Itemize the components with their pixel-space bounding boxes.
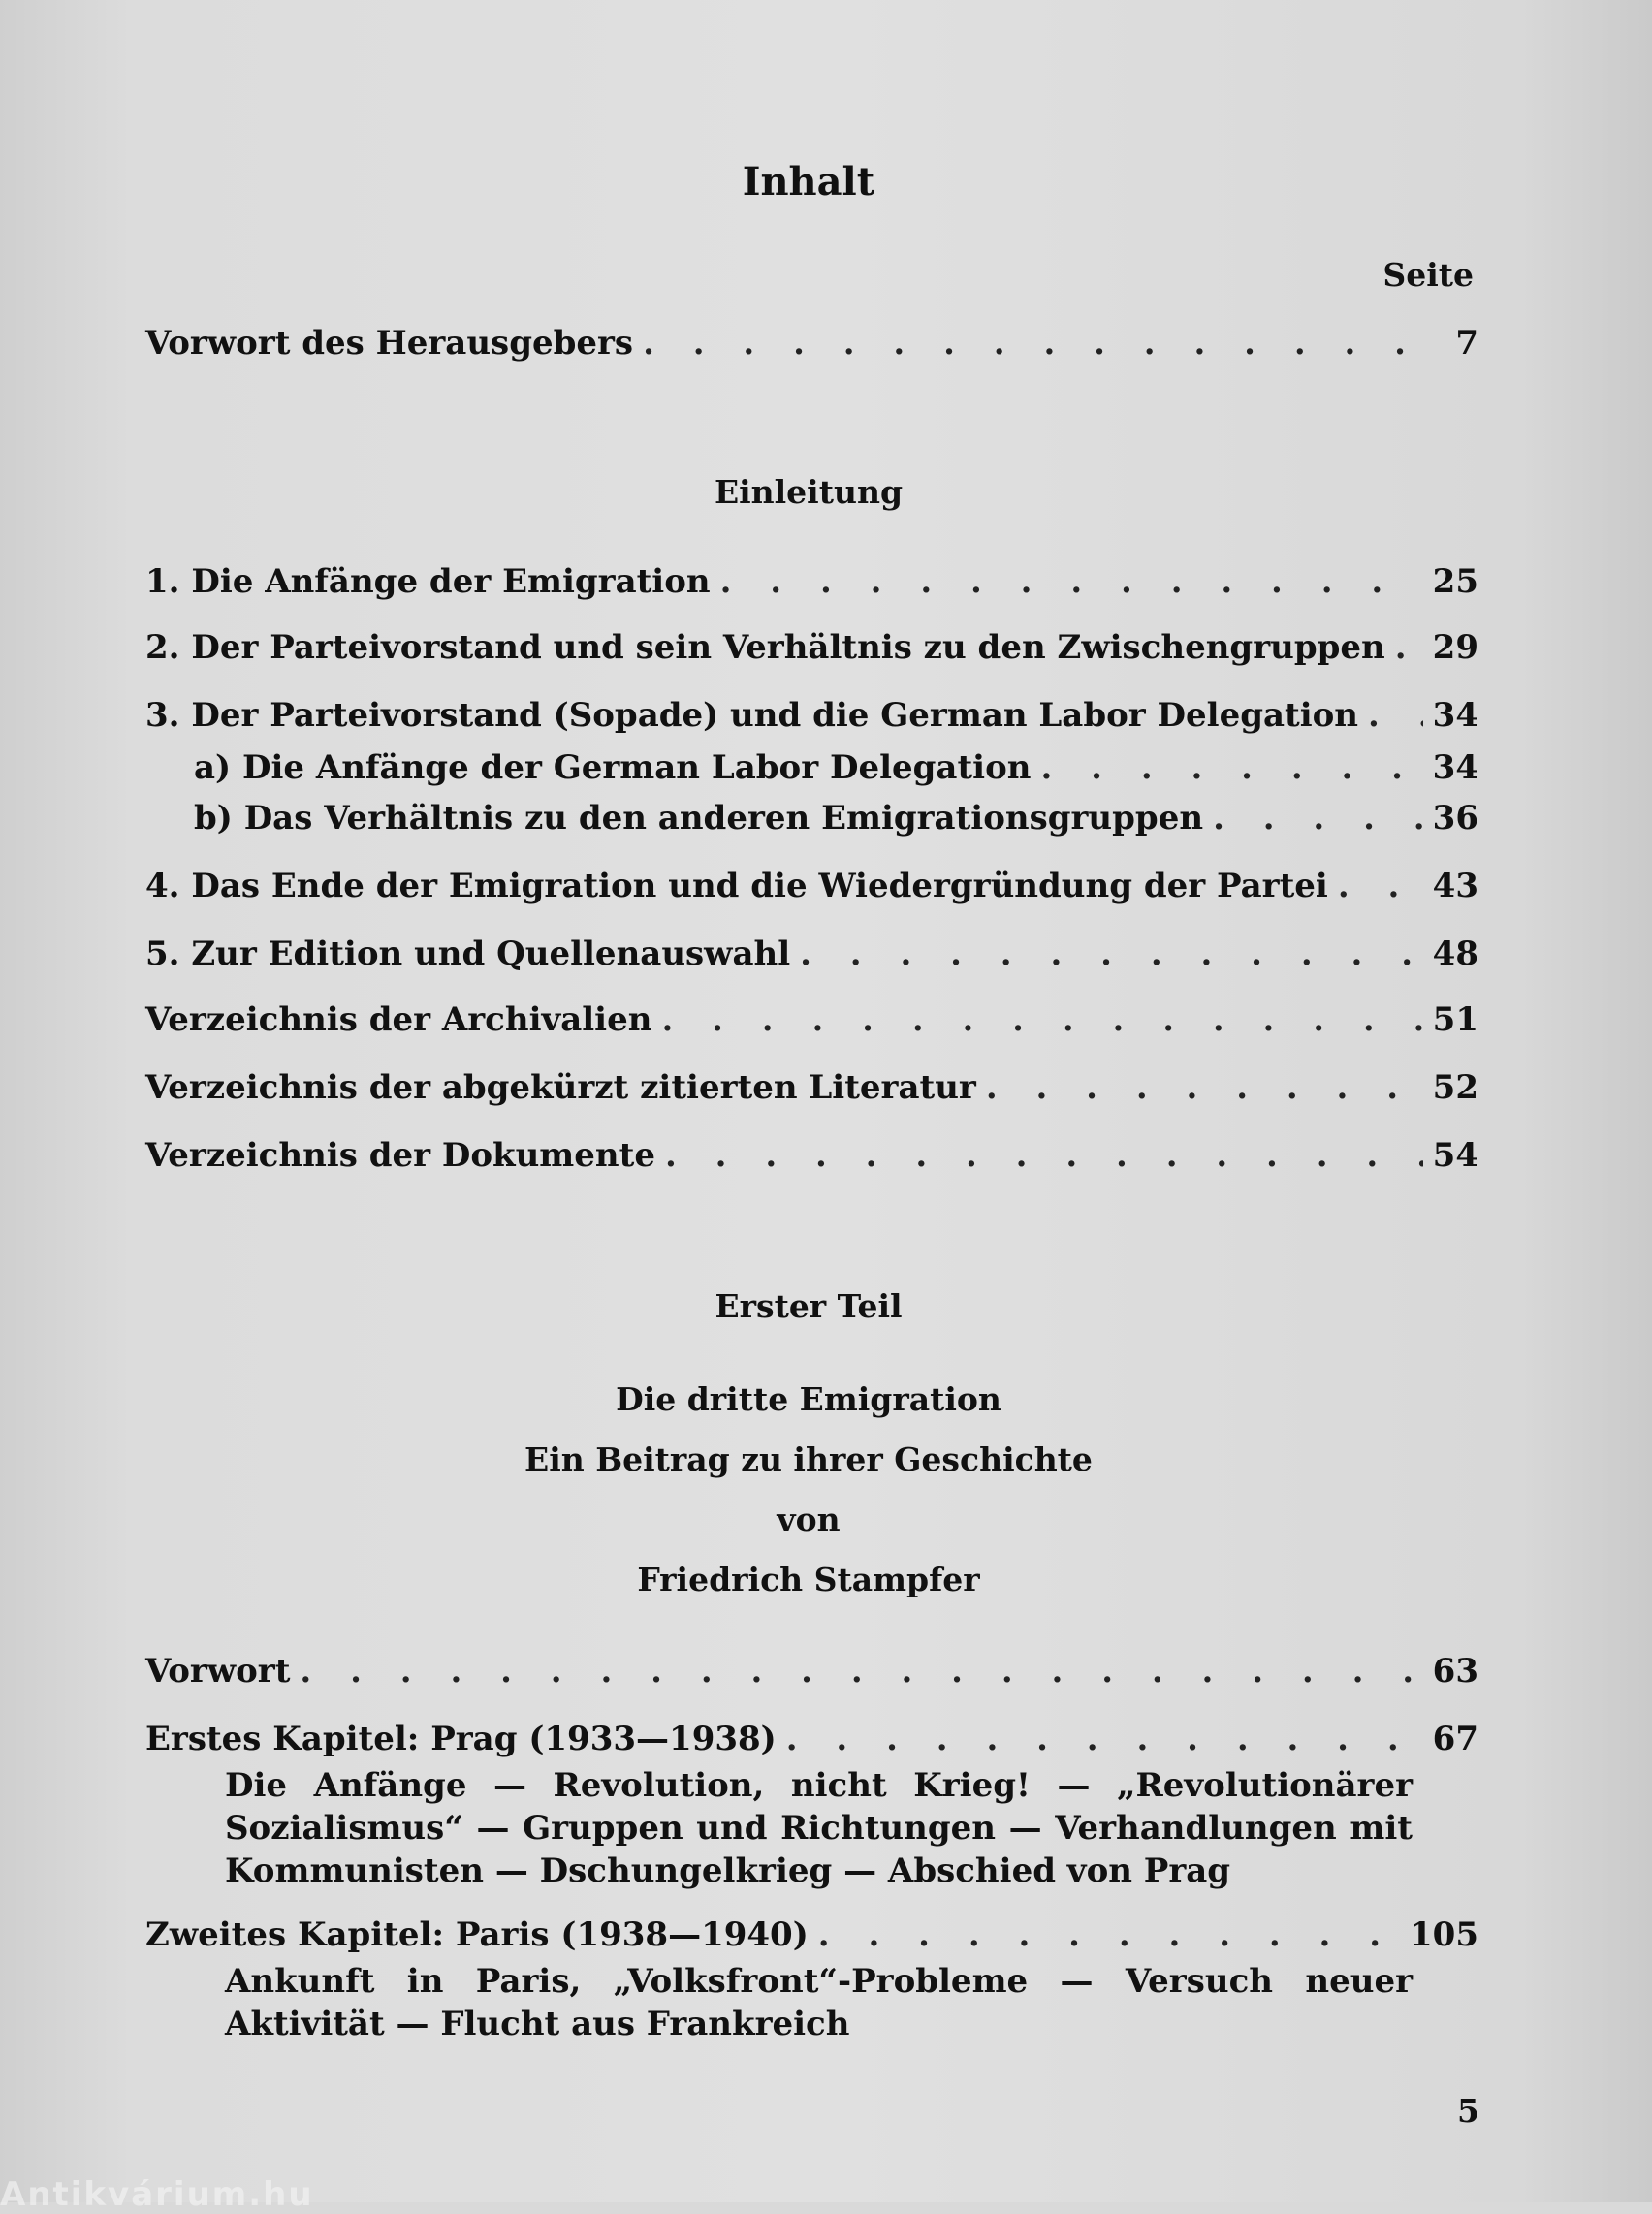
leader-dots <box>1338 867 1423 905</box>
toc-entry <box>145 562 1478 601</box>
toc-entry <box>145 1068 1478 1107</box>
toc-entry-vorwort-herausgeber <box>145 324 1478 363</box>
leader-dots <box>300 1652 1422 1691</box>
toc-entry-page: 29 <box>1432 628 1478 667</box>
toc-entry-label: 1. Die Anfänge der Emigration <box>145 562 711 601</box>
toc-entry-page: 36 <box>1432 799 1478 838</box>
toc-entry <box>145 1652 1478 1691</box>
part-subtitle: Die dritte Emigration <box>616 1380 1001 1418</box>
toc-entry-page: 34 <box>1432 748 1478 787</box>
toc-entry-page: 105 <box>1410 1915 1478 1954</box>
toc-entry-page: 52 <box>1432 1068 1478 1107</box>
toc-entry-page: 67 <box>1432 1720 1478 1758</box>
leader-dots <box>818 1915 1400 1954</box>
part-subtitle: von <box>777 1501 841 1538</box>
toc-entry-page: 51 <box>1432 1000 1478 1039</box>
part-author: Friedrich Stampfer <box>637 1561 980 1598</box>
leader-dots <box>786 1720 1423 1758</box>
toc-entry-label: Verzeichnis der Archivalien <box>145 1000 652 1039</box>
leader-dots <box>1040 748 1422 787</box>
section-heading-erster-teil: Erster Teil <box>715 1287 903 1325</box>
toc-entry-label: 5. Zur Edition und Quellenauswahl <box>145 934 791 973</box>
toc-entry-label: Vorwort des Herausgebers <box>145 324 634 363</box>
toc-entry-label: Vorwort <box>145 1652 291 1691</box>
toc-entry-page: 48 <box>1432 934 1478 973</box>
toc-entry-label: b) Das Verhältnis zu den anderen Emigrationsgruppen <box>194 799 1204 838</box>
toc-entry <box>145 1915 1478 1954</box>
watermark: Antikvárium.hu <box>0 2175 314 2214</box>
leader-dots <box>986 1068 1423 1107</box>
seite-column-label: Seite <box>1382 256 1474 294</box>
toc-subentry <box>194 748 1478 787</box>
toc-entry-page: 34 <box>1432 696 1478 735</box>
toc-entry <box>145 1720 1478 1758</box>
toc-entry <box>145 867 1478 905</box>
toc-entry-label: Verzeichnis der abgekürzt zitierten Literatur <box>145 1068 976 1107</box>
toc-entry-label: Erstes Kapitel: Prag (1933—1938) <box>145 1720 777 1758</box>
leader-dots <box>1395 628 1423 667</box>
toc-entry-page: 25 <box>1432 562 1478 601</box>
leader-dots <box>1368 696 1423 735</box>
toc-entry-page: 54 <box>1432 1136 1478 1175</box>
toc-entry-label: 4. Das Ende der Emigration und die Wiedergründung der Partei <box>145 867 1328 905</box>
leader-dots <box>1213 799 1423 838</box>
toc-entry-label: a) Die Anfänge der German Labor Delegation <box>194 748 1032 787</box>
toc-entry-label: Verzeichnis der Dokumente <box>145 1136 655 1175</box>
toc-entry-page: 63 <box>1432 1652 1478 1691</box>
leader-dots <box>720 562 1423 601</box>
toc-entry <box>145 696 1478 735</box>
toc-entry-label: Zweites Kapitel: Paris (1938—1940) <box>145 1915 809 1954</box>
leader-dots <box>643 324 1446 363</box>
toc-entry <box>145 934 1478 973</box>
toc-entry-label: 3. Der Parteivorstand (Sopade) und die German Labor Delegation <box>145 696 1359 735</box>
chapter-description: Ankunft in Paris, „Volksfront“-Probleme — Versuch neuer Aktivität — Flucht aus Frankreich <box>225 1962 1413 2043</box>
toc-entry <box>145 1000 1478 1039</box>
toc-entry-page: 7 <box>1455 324 1478 363</box>
leader-dots <box>661 1000 1422 1039</box>
section-heading-einleitung: Einleitung <box>714 473 904 511</box>
page-title: Inhalt <box>742 159 875 205</box>
toc-entry <box>145 628 1478 667</box>
leader-dots <box>800 934 1423 973</box>
toc-entry-label: 2. Der Parteivorstand und sein Verhältnis zu den Zwischengruppen <box>145 628 1385 667</box>
chapter-description: Die Anfänge — Revolution, nicht Krieg! — „Revolutionärer Sozialismus“ — Gruppen und Richtungen — Verhandlungen mit Kommunisten — Dschungelkrieg — Abschied von Prag <box>225 1766 1413 1890</box>
leader-dots <box>665 1136 1423 1175</box>
toc-entry <box>145 1136 1478 1175</box>
toc-entry-page: 43 <box>1432 867 1478 905</box>
page-number: 5 <box>1457 2092 1479 2130</box>
part-subtitle: Ein Beitrag zu ihrer Geschichte <box>524 1440 1093 1478</box>
toc-subentry <box>194 799 1478 838</box>
